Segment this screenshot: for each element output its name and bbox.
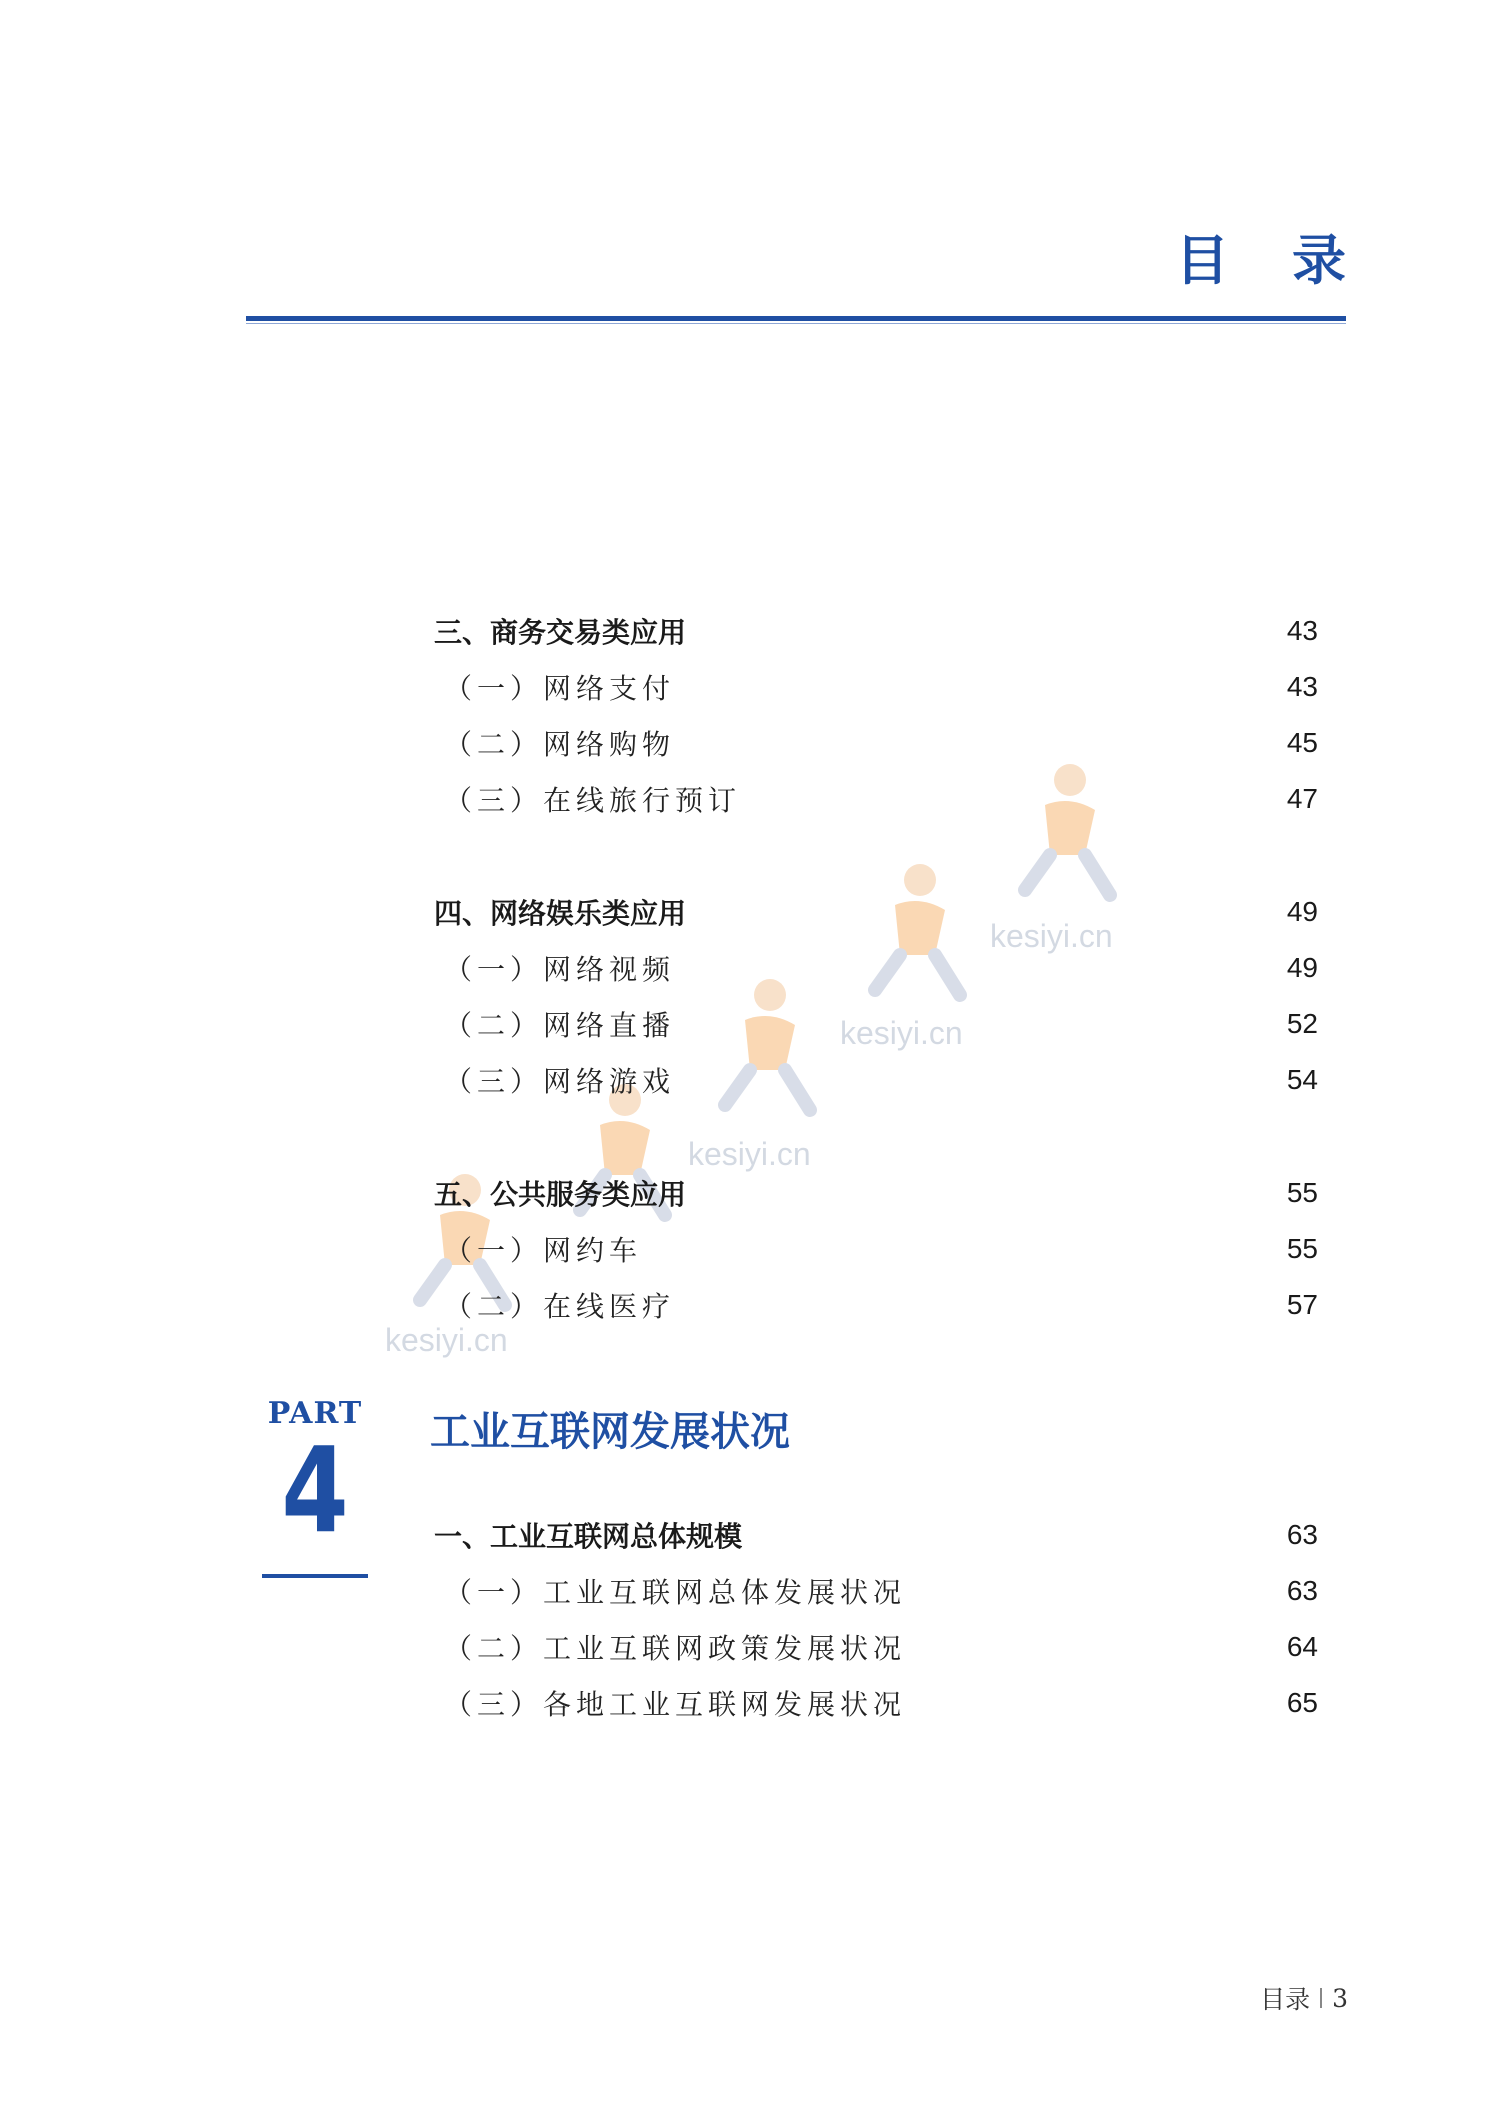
toc-item[interactable] bbox=[434, 1619, 1318, 1675]
toc-heading[interactable] bbox=[434, 1165, 1318, 1221]
toc-page-number: 43 bbox=[1286, 615, 1318, 646]
title-rule bbox=[246, 316, 1346, 321]
toc-heading[interactable] bbox=[434, 1507, 1318, 1563]
toc-item-label: （二）在线医疗 bbox=[444, 1290, 676, 1323]
footer-label: 目录 bbox=[1260, 1985, 1311, 2014]
toc-heading-label: 四、网络娱乐类应用 bbox=[434, 897, 687, 930]
toc-page-number: 55 bbox=[1286, 1233, 1318, 1264]
toc-page-number: 63 bbox=[1286, 1519, 1318, 1550]
part-badge bbox=[262, 1396, 368, 1559]
toc-page-number: 57 bbox=[1286, 1289, 1318, 1320]
toc-page-number: 52 bbox=[1286, 1008, 1318, 1039]
watermark-text: kesiyi.cn bbox=[385, 1322, 508, 1358]
toc-page-number: 55 bbox=[1286, 1177, 1318, 1208]
part-title[interactable]: 工业互联网发展状况 bbox=[430, 1409, 790, 1455]
watermark-text: kesiyi.cn bbox=[688, 1136, 811, 1172]
toc-item-label: （二）工业互联网政策发展状况 bbox=[444, 1632, 907, 1665]
watermark-text: kesiyi.cn bbox=[990, 918, 1113, 954]
toc-item-label: （二）网络购物 bbox=[444, 728, 676, 761]
toc-item[interactable] bbox=[434, 1052, 1318, 1108]
page-title: 目 录 bbox=[1175, 229, 1368, 292]
toc-heading-label: 五、公共服务类应用 bbox=[434, 1178, 687, 1211]
toc-page-number: 49 bbox=[1286, 896, 1318, 927]
toc-item-label: （一）网络视频 bbox=[444, 953, 676, 986]
toc-section-commerce bbox=[434, 603, 1318, 827]
part-rule bbox=[262, 1574, 368, 1578]
toc-page-number: 64 bbox=[1286, 1631, 1318, 1662]
toc-item[interactable] bbox=[434, 1221, 1318, 1277]
toc-page-number: 45 bbox=[1286, 727, 1318, 758]
toc-item-label: （一）工业互联网总体发展状况 bbox=[444, 1576, 907, 1609]
toc-page-number: 47 bbox=[1286, 783, 1318, 814]
toc-section-industrial-internet bbox=[434, 1507, 1318, 1731]
toc-page-number: 65 bbox=[1286, 1687, 1318, 1718]
toc-item-label: （三）网络游戏 bbox=[444, 1065, 676, 1098]
toc-item[interactable] bbox=[434, 659, 1318, 715]
toc-page-number: 49 bbox=[1286, 952, 1318, 983]
toc-page-number: 54 bbox=[1286, 1064, 1318, 1095]
toc-section-public-service bbox=[434, 1165, 1318, 1333]
toc-item[interactable] bbox=[434, 1563, 1318, 1619]
part-number: 4 bbox=[281, 1421, 349, 1559]
toc-heading-label: 三、商务交易类应用 bbox=[434, 616, 687, 649]
watermark-text: kesiyi.cn bbox=[840, 1015, 963, 1051]
toc-item[interactable] bbox=[434, 1675, 1318, 1731]
part-label: PART bbox=[267, 1396, 363, 1431]
footer-separator bbox=[1320, 1988, 1322, 2008]
toc-item[interactable] bbox=[434, 996, 1318, 1052]
toc-item-label: （一）网络支付 bbox=[444, 672, 676, 705]
page-footer bbox=[1260, 1980, 1348, 2016]
toc-item-label: （三）各地工业互联网发展状况 bbox=[444, 1688, 907, 1721]
toc-item-label: （一）网约车 bbox=[444, 1234, 643, 1267]
toc-page-number: 43 bbox=[1286, 671, 1318, 702]
toc-heading[interactable] bbox=[434, 603, 1318, 659]
toc-item[interactable] bbox=[434, 715, 1318, 771]
title-rule-thin bbox=[246, 323, 1346, 324]
toc-section-entertainment bbox=[434, 884, 1318, 1108]
toc-item[interactable] bbox=[434, 940, 1318, 996]
toc-heading-label: 一、工业互联网总体规模 bbox=[434, 1520, 743, 1553]
toc-item[interactable] bbox=[434, 1277, 1318, 1333]
footer-page-number: 3 bbox=[1332, 1983, 1348, 2013]
toc-item-label: （三）在线旅行预订 bbox=[444, 784, 742, 817]
toc-heading[interactable] bbox=[434, 884, 1318, 940]
toc-item[interactable] bbox=[434, 771, 1318, 827]
toc-page-number: 63 bbox=[1286, 1575, 1318, 1606]
toc-item-label: （二）网络直播 bbox=[444, 1009, 676, 1042]
